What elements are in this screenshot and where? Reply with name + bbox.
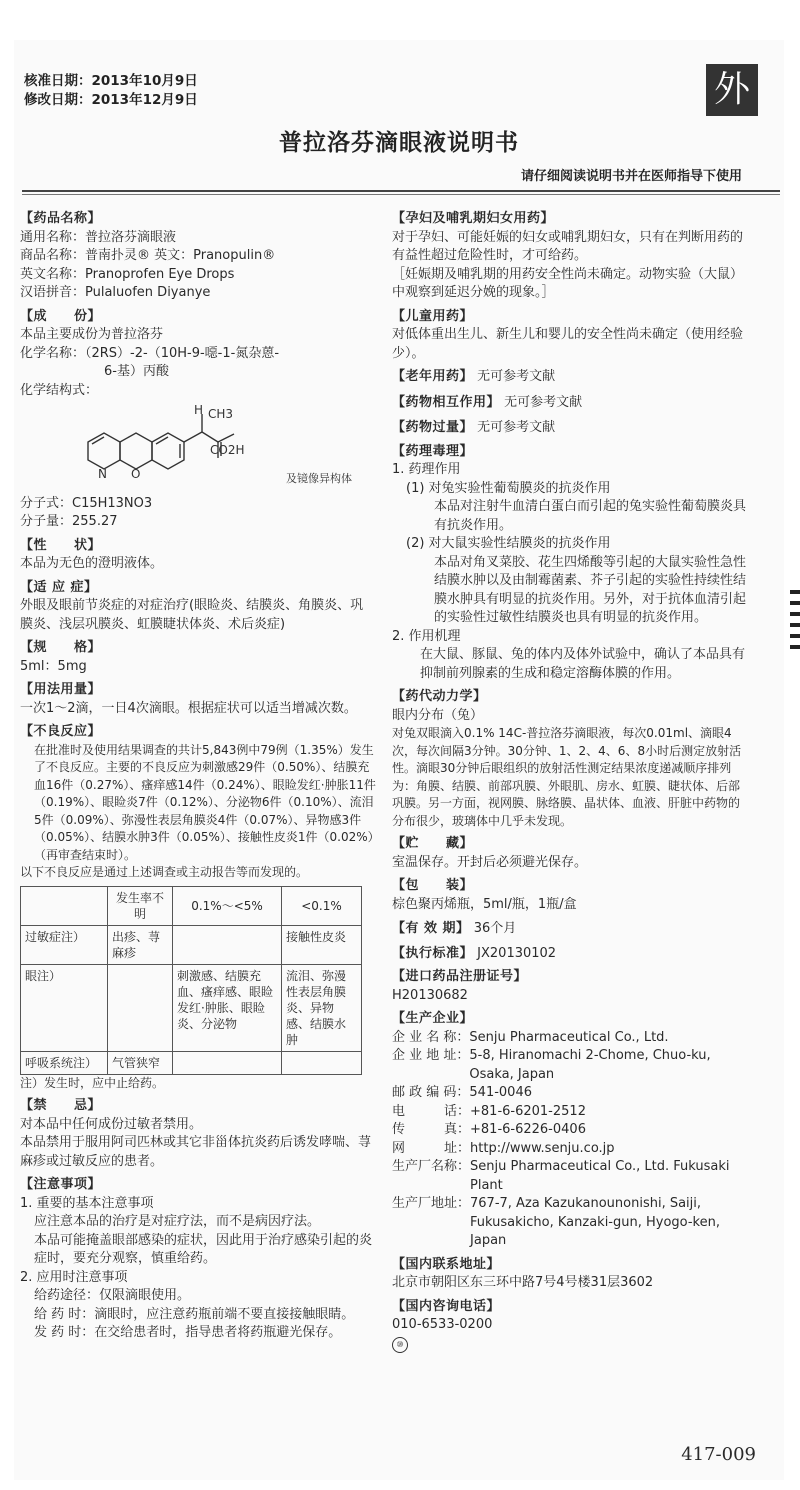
manufacturer-row (392, 1140, 746, 1159)
section-pharmacokinetics: 【药代动力学】 (392, 689, 487, 704)
table-header-blank (21, 886, 108, 925)
section-drug-name: 【药品名称】 (20, 211, 102, 226)
mfr-value: 541-0046 (469, 1085, 532, 1100)
eye-01-5-cell: 刺激感、结膜充血、瘙痒感、眼睑发红·肿胀、眼睑炎、分泌物 (173, 964, 282, 1051)
left-column (20, 205, 376, 1343)
pinyin-name: 汉语拼音：Pulaluofen Diyanye (20, 285, 211, 300)
standard-text: JX20130102 (477, 945, 557, 961)
eye-lt01-cell: 流泪、弥漫性表层角膜炎、异物感、结膜水肿 (282, 964, 362, 1051)
document-subtitle: 请仔细阅读说明书并在医师指导下使用 (520, 169, 742, 184)
pharmacology-1a: (1) 对兔实验性葡萄膜炎的抗炎作用 (406, 480, 611, 496)
side-bar (790, 601, 800, 605)
table-row-eye: 眼注） (21, 964, 108, 1051)
structure-o-label: O (131, 467, 141, 481)
mfr-value: 767-7, Aza Kazukanounonishi, Saiji, Fukusakicho, Kanzaki-gun, Hyogo-ken, Japan (470, 1196, 720, 1248)
package-text: 棕色聚丙烯瓶，5ml/瓶，1瓶/盒 (392, 896, 577, 912)
standard-row (392, 945, 746, 964)
structure-ch3-label: CH3 (208, 407, 234, 421)
mfr-value: http://www.senju.co.jp (470, 1140, 615, 1156)
side-bar (790, 623, 800, 627)
manufacturer-row (392, 1121, 746, 1140)
mfr-value: Senju Pharmaceutical Co., Ltd. (469, 1029, 669, 1045)
section-specification: 【规 格】 (20, 640, 102, 655)
side-tab-marks (790, 590, 800, 656)
mfr-label: 传 真： (392, 1122, 471, 1137)
manufacturer-row (392, 1047, 746, 1084)
table-header-unknown: 发生率不明 (108, 886, 173, 925)
section-domestic-phone: 【国内咨询电话】 (392, 1298, 501, 1314)
generic-name: 通用名称：普拉洛芬滴眼液 (20, 229, 177, 245)
side-bar (790, 612, 800, 616)
table-header-01-5: 0.1%～<5% (173, 886, 282, 925)
usage-text: 一次1～2滴，一日4次滴眼。根据症状可以适当增减次数。 (20, 700, 357, 716)
storage-text: 室温保存。开封后必须避光保存。 (392, 854, 588, 870)
resp-unknown-cell: 气管狭窄 (108, 1051, 173, 1074)
section-composition: 【成 份】 (20, 308, 102, 324)
mfr-label: 电 话： (392, 1103, 471, 1119)
interactions-text: 无可参考文献 (504, 394, 583, 410)
domestic-phone: 010-6533-0200 (392, 1317, 493, 1332)
pharmacology-1b: (2) 对大鼠实验性结膜炎的抗炎作用 (406, 536, 611, 551)
document-title: 普拉洛芬滴眼液说明书 (279, 130, 519, 156)
right-column (392, 205, 746, 1353)
interaction-row (392, 394, 746, 413)
mfr-value: Senju Pharmaceutical Co., Ltd. Fukusaki Plant (470, 1159, 730, 1193)
approval-date: 核准日期：2013年10月9日 (24, 73, 198, 89)
administration-text: 滴眼时，应注意药瓶前端不要直接接触眼睛。 (94, 1306, 355, 1322)
revision-date: 修改日期：2013年12月9日 (24, 92, 198, 108)
resp-01-5-cell (173, 1051, 282, 1074)
header-rule-thin (22, 194, 780, 195)
section-contraindications: 【禁 忌】 (20, 1098, 102, 1113)
mirror-isomer-note: 及镜像异构体 (286, 472, 352, 485)
pharmacokinetics-text: 对兔双眼滴入0.1% 14C-普拉洛芬滴眼液，每次0.01ml、滴眼4次，每次间隔3分钟。30分钟、1、2、4、6、8小时后测定放射活性。滴眼30分钟后眼组织的放射活性测定结果浓度递减顺序排列为：角膜、结膜、前部巩膜、外眼肌、房水、虹膜、睫状体、后部巩膜。另一方面，视网膜、脉络膜、晶状体、血液、肝脏中药物的分布很少，玻璃体中几乎未发现。 (392, 726, 742, 828)
section-usage: 【用法用量】 (20, 682, 102, 697)
chemical-structure (68, 404, 376, 493)
pharmacology-1: 1. 药理作用 (392, 462, 461, 477)
manufacturer-row (392, 1084, 746, 1103)
section-elderly: 【老年用药】 (392, 369, 474, 384)
overdose-row (392, 419, 746, 438)
route-label: 给药途径： (34, 1288, 100, 1303)
mfr-label: 企 业 地 址： (392, 1048, 470, 1063)
contraindication-2: 本品禁用于服用阿司匹林或其它非甾体抗炎药后诱发哮喘、荨麻疹或过敏反应的患者。 (20, 1135, 372, 1169)
pharmacology-1b-text: 本品对角叉菜胶、花生四烯酸等引起的大鼠实验性急性结膜水肿以及由制霉菌素、芥子引起的实验性持续性结膜水肿具有明显的抗炎作用。另外，对于抗体血清引起的实验性过敏性结膜炎也具有明显的抗炎作用。 (434, 554, 747, 625)
section-interactions: 【药物相互作用】 (392, 394, 501, 410)
section-validity: 【有 效 期】 (392, 921, 470, 936)
route-text: 仅限滴眼使用。 (99, 1288, 191, 1303)
section-children: 【儿童用药】 (392, 308, 474, 324)
mfr-label: 邮 政 编 码： (392, 1085, 470, 1100)
structure-n-label: N (98, 467, 107, 481)
table-header-lt01: <0.1% (282, 886, 362, 925)
allergy-lt01-cell: 接触性皮炎 (282, 925, 362, 964)
pregnancy-text: 对于孕妇、可能妊娠的妇女或哺乳期妇女，只有在判断用药的有益性超过危险性时，才可给药。 (392, 229, 744, 263)
route-row (20, 1287, 376, 1306)
mfr-value: +81-6-6201-2512 (470, 1103, 586, 1119)
structure-diagram (68, 404, 368, 486)
section-adverse-reactions: 【不良反应】 (20, 724, 102, 739)
children-text: 对低体重出生儿、新生儿和婴儿的安全性尚未确定（使用经验少）。 (392, 327, 744, 361)
pregnancy-text2: ［妊娠期及哺乳期的用药安全性尚未确定。动物实验（大鼠）中观察到延迟分娩的现象。］ (392, 266, 744, 300)
dispensing-label: 发 药 时： (34, 1325, 95, 1340)
main-component: 本品主要成份为普拉洛芬 (20, 327, 164, 342)
administration-row (20, 1306, 376, 1325)
contraindication-1: 对本品中任何成份过敏者禁用。 (20, 1116, 203, 1132)
manufacturer-row (392, 1103, 746, 1122)
pharmacokinetics-subtitle: 眼内分布（兔） (392, 707, 484, 723)
molecular-formula: 分子式：C15H13NO3 (20, 495, 153, 511)
adverse-reactions-note: 注）发生时，应中止给药。 (20, 1075, 165, 1090)
mfr-label: 生产厂地址： (392, 1196, 471, 1211)
manufacturer-row (392, 1195, 746, 1251)
document-code: 417-009 (681, 1444, 756, 1465)
side-bar (790, 645, 800, 649)
section-overdose: 【药物过量】 (392, 420, 474, 435)
pharmacology-2: 2. 作用机理 (392, 628, 461, 644)
validity-text: 36个月 (473, 921, 517, 936)
structure-h-label: H (194, 404, 204, 417)
allergy-01-5-cell (173, 925, 282, 964)
circle-mark: ⑩ (392, 1337, 408, 1353)
adverse-reactions-text2: 以下不良反应是通过上述调查或主动报告等而发现的。 (20, 865, 309, 879)
section-storage: 【贮 藏】 (392, 836, 474, 851)
precaution-1a: 应注意本品的治疗是对症疗法，而不是病因疗法。 (34, 1214, 321, 1229)
allergy-unknown-cell: 出疹、荨麻疹 (108, 925, 173, 964)
external-use-mark: 外 (706, 64, 758, 116)
mfr-value: +81-6-6226-0406 (470, 1122, 586, 1137)
dispensing-text: 在交给患者时，指导患者将药瓶避光保存。 (94, 1325, 342, 1340)
mfr-label: 企 业 名 称： (392, 1029, 470, 1045)
indications-text: 外眼及眼前节炎症的对症治疗(眼睑炎、结膜炎、角膜炎、巩膜炎、浅层巩膜炎、虹膜睫状体炎、术后炎症) (20, 598, 364, 632)
registration-number: H20130682 (392, 987, 468, 1003)
adverse-reactions-table (20, 886, 362, 1075)
pharmacology-2-text: 在大鼠、豚鼠、兔的体内及体外试验中，确认了本品具有抑制前列腺素的生成和稳定溶酶体膜的作用。 (420, 647, 746, 681)
section-manufacturer: 【生产企业】 (392, 1011, 474, 1026)
leaflet-page (14, 40, 784, 1480)
section-registration: 【进口药品注册证号】 (392, 969, 528, 984)
chemical-structure-label: 化学结构式： (20, 382, 99, 398)
elderly-text: 无可参考文献 (477, 369, 556, 384)
precaution-2-heading: 2. 应用时注意事项 (20, 1269, 128, 1285)
section-indications: 【适 应 症】 (20, 579, 98, 595)
structure-co2h-label: CO2H (210, 443, 245, 457)
manufacturer-row (392, 1158, 746, 1195)
section-precautions: 【注意事项】 (20, 1177, 102, 1192)
eye-unknown-cell (108, 964, 173, 1051)
section-package: 【包 装】 (392, 878, 474, 893)
english-name: 英文名称：Pranoprofen Eye Drops (20, 266, 235, 282)
resp-lt01-cell (282, 1051, 362, 1074)
section-pregnancy: 【孕妇及哺乳期妇女用药】 (392, 211, 555, 226)
section-domestic-address: 【国内联系地址】 (392, 1256, 501, 1272)
header-rule (22, 190, 780, 192)
mfr-label: 网 址： (392, 1140, 471, 1156)
precaution-1-heading: 1. 重要的基本注意事项 (20, 1195, 154, 1211)
elderly-row (392, 368, 746, 387)
side-bar (790, 634, 800, 638)
trade-name: 商品名称：普南扑灵® 英文：Pranopulin® (20, 248, 276, 263)
table-row-allergy: 过敏症注） (21, 925, 108, 964)
table-row-respiratory: 呼吸系统注） (21, 1051, 108, 1074)
validity-row (392, 920, 746, 939)
precaution-1b: 本品可能掩盖眼部感染的症状，因此用于治疗感染引起的炎症时，要充分观察，慎重给药。 (34, 1232, 373, 1266)
domestic-address: 北京市朝阳区东三环中路7号4号楼31层3602 (392, 1275, 654, 1290)
section-standard: 【执行标准】 (392, 945, 474, 961)
date-block (24, 72, 198, 110)
properties-text: 本品为无色的澄明液体。 (20, 556, 164, 571)
section-pharmacology: 【药理毒理】 (392, 443, 474, 459)
mfr-label: 生产厂名称： (392, 1159, 471, 1174)
chemical-name: 化学名称：（2RS）-2-（10H-9-噁-1-氮杂蒽- (20, 345, 280, 361)
mfr-value: 5-8, Hiranomachi 2-Chome, Chuo-ku, Osaka, Japan (469, 1048, 711, 1082)
side-bar (790, 590, 800, 594)
manufacturer-row (392, 1029, 746, 1048)
overdose-text: 无可参考文献 (477, 420, 556, 435)
adverse-reactions-text: 在批准时及使用结果调查的共计5,843例中79例（1.35%）发生了不良反应。主要的不良反应为刺激感29件（0.50%）、结膜充血16件（0.27%）、瘙痒感14件（0.24%）、眼睑发红·肿胀11件（0.19%）、眼睑炎7件（0.12%）、分泌物6件（0.10%）、流泪5件（0.09%）、弥漫性表层角膜炎4件（0.07%）、异物感3件（0.05%）、结膜水肿3件（0.05%）、接触性皮炎1件（0.02%）（再审查结束时）。 (34, 742, 376, 862)
dispensing-row (20, 1324, 376, 1343)
molecular-weight: 分子量：255.27 (20, 514, 118, 529)
administration-label: 给 药 时： (34, 1306, 95, 1322)
circle-mark-row (392, 1335, 746, 1354)
pharmacology-1a-text: 本品对注射牛血清白蛋白而引起的兔实验性葡萄膜炎具有抗炎作用。 (434, 499, 747, 533)
chemical-name-cont: 6-基）丙酸 (104, 364, 169, 379)
section-properties: 【性 状】 (20, 537, 102, 553)
specification-text: 5ml：5mg (20, 658, 87, 674)
manufacturer-list (392, 1029, 746, 1251)
